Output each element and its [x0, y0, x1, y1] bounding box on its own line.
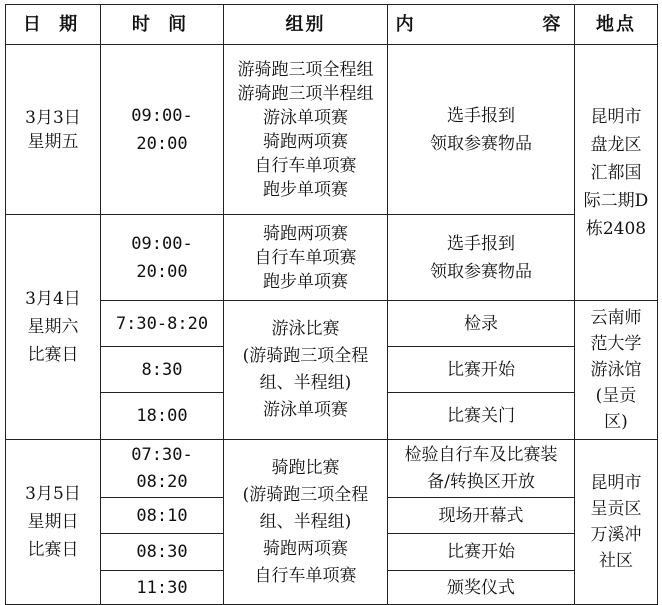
date-cell: 3月4日 星期六 比赛日 — [6, 215, 101, 440]
table-row — [6, 215, 658, 301]
content-cell: 现场开幕式 — [388, 498, 575, 534]
date-cell: 3月5日 星期日 比赛日 — [6, 440, 101, 605]
location-cell: 昆明市 盘龙区 汇都国 际二期D 栋2408 — [575, 45, 658, 301]
time-cell: 08:10 — [101, 498, 224, 534]
schedule-table — [5, 4, 658, 605]
content-cell: 选手报到 领取参赛物品 — [388, 45, 575, 215]
group-cell: 骑跑两项赛 自行车单项赛 跑步单项赛 — [224, 215, 388, 301]
time-cell: 09:00- 20:00 — [101, 215, 224, 301]
content-cell: 选手报到 领取参赛物品 — [388, 215, 575, 301]
content-cell: 比赛开始 — [388, 534, 575, 571]
header-row — [6, 5, 658, 45]
content-cell: 检验自行车及比赛装 备/转换区开放 — [388, 440, 575, 498]
content-cell: 检录 — [388, 301, 575, 347]
date-cell: 3月3日 星期五 — [6, 45, 101, 215]
time-cell: 11:30 — [101, 571, 224, 605]
content-cell: 颁奖仪式 — [388, 571, 575, 605]
time-cell: 08:30 — [101, 534, 224, 571]
time-cell: 7:30-8:20 — [101, 301, 224, 347]
group-cell: 骑跑比赛 (游骑跑三项全程 组、半程组) 骑跑两项赛 自行车单项赛 — [224, 440, 388, 605]
header-time: 时 间 — [101, 5, 224, 45]
header-date: 日 期 — [6, 5, 101, 45]
time-cell: 8:30 — [101, 347, 224, 393]
table-row — [6, 301, 658, 347]
time-cell: 18:00 — [101, 393, 224, 440]
header-location: 地点 — [575, 5, 658, 45]
time-cell: 09:00- 20:00 — [101, 45, 224, 215]
time-cell: 07:30- 08:20 — [101, 440, 224, 498]
table-row — [6, 45, 658, 215]
header-group: 组别 — [224, 5, 388, 45]
location-cell: 昆明市 呈贡区 万溪冲 社区 — [575, 440, 658, 605]
location-cell: 云南师 范大学 游泳馆 (呈贡 区) — [575, 301, 658, 440]
group-cell: 游泳比赛 (游骑跑三项全程 组、半程组) 游泳单项赛 — [224, 301, 388, 440]
content-cell: 比赛开始 — [388, 347, 575, 393]
header-content: 内 容 — [388, 5, 575, 45]
group-cell: 游骑跑三项全程组 游骑跑三项半程组 游泳单项赛 骑跑两项赛 自行车单项赛 跑步单项赛 — [224, 45, 388, 215]
table-row — [6, 440, 658, 498]
content-cell: 比赛关门 — [388, 393, 575, 440]
